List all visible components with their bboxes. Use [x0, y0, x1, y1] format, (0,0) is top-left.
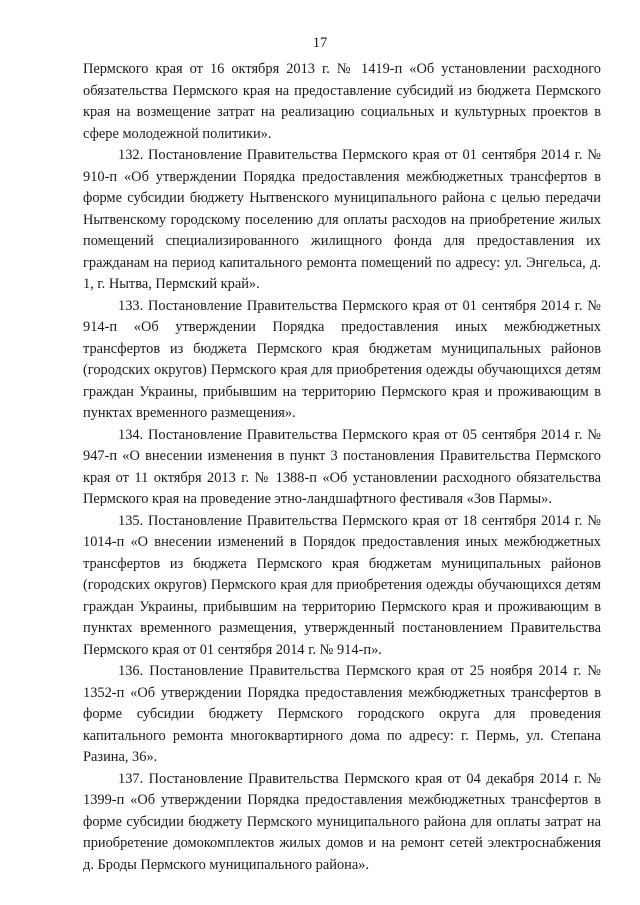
- document-body: [83, 59, 601, 876]
- paragraph-item-136: 136. Постановление Правительства Пермского края от 25 ноября 2014 г. № 1352-п «Об утверждении Порядка предоставления межбюджетных трансфертов в форме субсидии бюджету Пермского городского округа для проведения капитального ремонта многоквартирного дома по адресу: г. Пермь, ул. Степана Разина, 36».: [83, 663, 601, 765]
- paragraph-item-137: 137. Постановление Правительства Пермского края от 04 декабря 2014 г. № 1399-п «Об утверждении Порядка предоставления межбюджетных трансфертов в форме субсидии бюджету Пермского муниципального района для оплаты затрат на приобретение домокомплектов жилых домов и на ремонт сетей электроснабжения д. Броды Пермского муниципального района».: [83, 770, 601, 873]
- paragraph-item-134: 134. Постановление Правительства Пермского края от 05 сентября 2014 г. № 947-п «О внесении изменения в пункт 3 постановления Правительства Пермского края от 11 октября 2013 г. № 1388-п «Об установлении расходного обязательства Пермского края на проведение этно-ландшафтного фестиваля «Зов Пармы».: [83, 426, 601, 507]
- paragraph-item-132: 132. Постановление Правительства Пермского края от 01 сентября 2014 г. № 910-п «Об утверждении Порядка предоставления межбюджетных трансфертов в форме субсидии бюджету Нытвенского муниципального района с целью передачи Нытвенскому городскому поселению для оплаты расходов на приобретение жилых помещений специализированного жилищного фонда для предоставления их гражданам на период капитального ремонта помещений по адресу: ул. Энгельса, д. 1, г. Нытва, Пермский край».: [83, 147, 601, 292]
- paragraph-item-135: 135. Постановление Правительства Пермского края от 18 сентября 2014 г. № 1014-п «О внесении изменений в Порядок предоставления иных межбюджетных трансфертов из бюджета Пермского края бюджетам муниципальных районов (городских округов) Пермского края для приобретения одежды обучающихся детям граждан Украины, прибывшим на территорию Пермского края и проживающим в пунктах временного размещения, утвержденный постановлением Правительства Пермского края от 01 сентября 2014 г. № 914-п».: [83, 512, 601, 658]
- paragraph-continuation: Пермского края от 16 октября 2013 г. № 1419-п «Об установлении расходного обязательства Пермского края на предоставление субсидий из бюджета Пермского края на возмещение затрат на реализацию социальных и культурных проектов в сфере молодежной политики».: [83, 61, 601, 142]
- page-number: 17: [312, 35, 328, 51]
- paragraph-item-133: 133. Постановление Правительства Пермского края от 01 сентября 2014 г. № 914-п «Об утверждении Порядка предоставления иных межбюджетных трансфертов из бюджета Пермского края бюджетам муниципальных районов (городских округов) Пермского края для приобретения одежды обучающихся детям граждан Украины, прибывшим на территорию Пермского края и проживающим в пунктах временного размещения».: [83, 297, 601, 421]
